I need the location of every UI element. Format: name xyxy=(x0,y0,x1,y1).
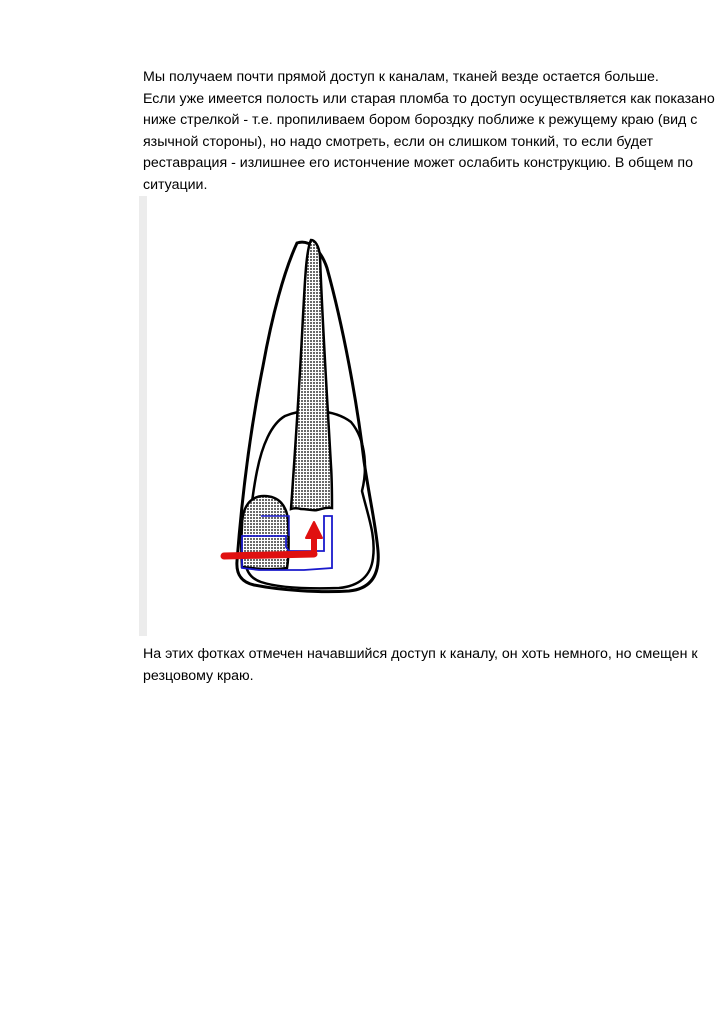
root-canal xyxy=(291,240,332,510)
text-line: Мы получаем почти прямой доступ к каналам, тканей везде остается больше. xyxy=(143,69,659,85)
text-line: резцовому краю. xyxy=(143,667,254,684)
tooth-diagram xyxy=(139,196,429,636)
caption-paragraph xyxy=(143,644,703,687)
scan-edge-shadow xyxy=(139,196,147,636)
arrow-shaft-horizontal xyxy=(224,554,314,556)
text-line: Если уже имеется полость или старая пломба то доступ осуществляется как показано xyxy=(143,90,715,107)
tooth-diagram-svg xyxy=(139,196,429,636)
text-line: язычной стороны), но надо смотреть, если он слишком тонкий, то если будет xyxy=(143,133,653,150)
intro-paragraph xyxy=(143,67,715,197)
text-line: На этих фотках отмечен начавшийся доступ к каналу, он хоть немного, но смещен к xyxy=(143,646,698,662)
text-line: ниже стрелкой - т.е. пропиливаем бором бороздку поближе к режущему краю (вид с xyxy=(143,112,698,129)
text-line: реставрация - излишнее его истончение может ослабить конструкцию. В общем по xyxy=(143,155,693,172)
text-line: ситуации. xyxy=(143,176,208,193)
arrow-head xyxy=(306,522,322,538)
